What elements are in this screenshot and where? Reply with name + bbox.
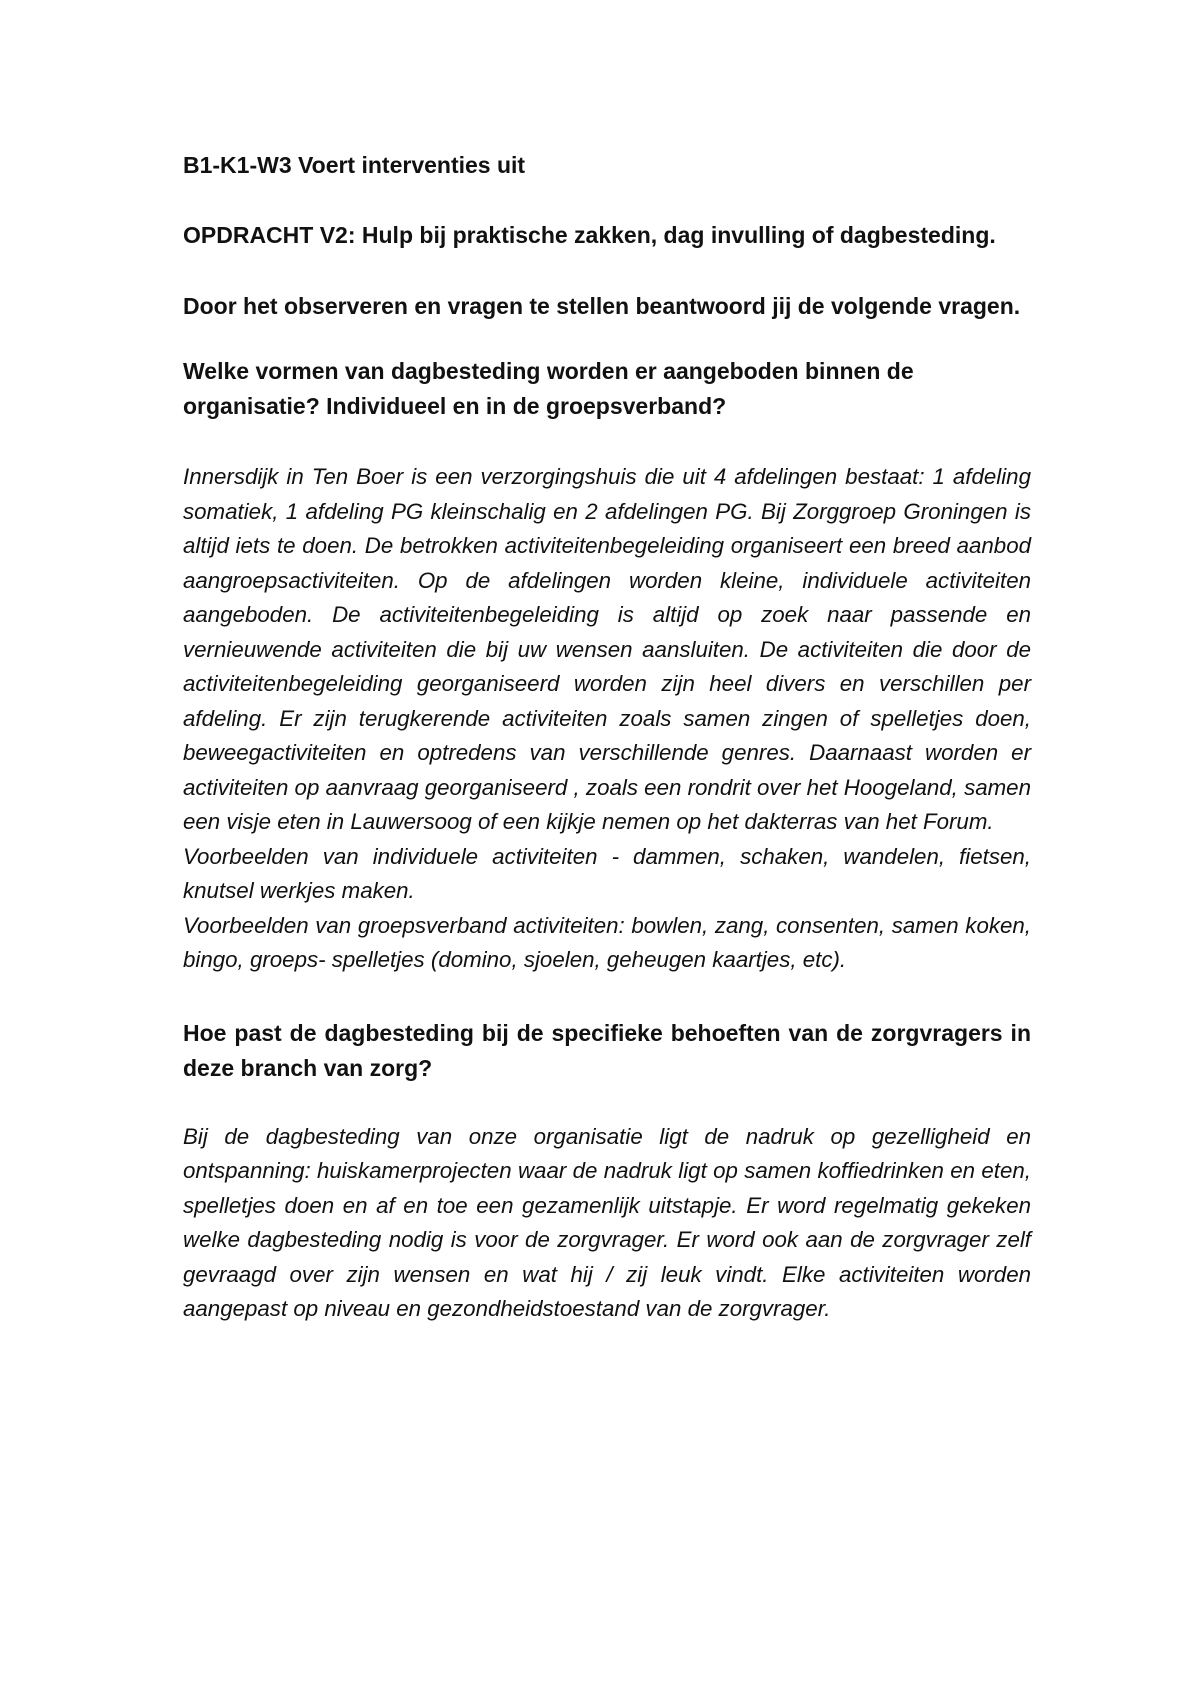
- answer-1-paragraph-2: Voorbeelden van individuele activiteiten - dammen, schaken, wandelen, fietsen, knutsel werkjes maken.: [183, 843, 1031, 903]
- answer-1-paragraph-1: Innersdijk in Ten Boer is een verzorgingshuis die uit 4 afdelingen bestaat: 1 afdeling somatiek, 1 afdeling PG kleinschalig en 2 afdelingen PG. Bij Zorggroep Groningen is altijd iets te doen. De betrokken activiteitenbegeleiding organiseert een breed aanbod aangroepsactiviteiten. Op de afdelingen worden kleine, individuele activiteiten aangeboden. De activiteitenbegeleiding is altijd op zoek naar passende en vernieuwende activiteiten die bij uw wensen aansluiten. De activiteiten die door de activiteitenbegeleiding georganiseerd worden zijn heel divers en verschillen per afdeling. Er zijn terugkerende activiteiten zoals samen zingen of spelletjes doen, beweegactiviteiten en optredens van verschillende genres. Daarnaast worden er activiteiten op aanvraag georganiseerd , zoals een rondrit over het Hoogeland, samen een visje eten in Lauwersoog of een kijkje nemen op het dakterras van het Forum.: [183, 464, 1031, 834]
- document-body: [183, 148, 1031, 1327]
- answer-2-paragraph: Bij de dagbesteding van onze organisatie ligt de nadruk op gezelligheid en ontspanning: huiskamerprojecten waar de nadruk ligt op samen koffiedrinken en eten, spelletjes doen en af en toe een gezamenlijk uitstapje. Er word regelmatig gekeken welke dagbesteding nodig is voor de zorgvrager. Er word ook aan de zorgvrager zelf gevraagd over zijn wensen en wat hij / zij leuk vindt. Elke activiteiten worden aangepast op niveau en gezondheidstoestand van de zorgvrager.: [183, 1123, 1031, 1321]
- question-2: Hoe past de dagbesteding bij de specifieke behoeften van de zorgvragers in deze branch van zorg?: [183, 1019, 1031, 1081]
- answer-1: [183, 460, 1031, 978]
- answer-2: [183, 1120, 1031, 1327]
- assignment-heading: OPDRACHT V2: Hulp bij praktische zakken, dag invulling of dagbesteding.: [183, 222, 996, 248]
- question-1: Welke vormen van dagbesteding worden er aangeboden binnen de organisatie? Individueel en in de groepsverband?: [183, 358, 914, 419]
- instruction-text: Door het observeren en vragen te stellen beantwoord jij de volgende vragen.: [183, 293, 1021, 319]
- document-title: B1-K1-W3 Voert interventies uit: [183, 152, 526, 178]
- answer-1-paragraph-3: Voorbeelden van groepsverband activiteiten: bowlen, zang, consenten, samen koken, bingo, groeps- spelletjes (domino, sjoelen, geheugen kaartjes, etc).: [183, 912, 1031, 972]
